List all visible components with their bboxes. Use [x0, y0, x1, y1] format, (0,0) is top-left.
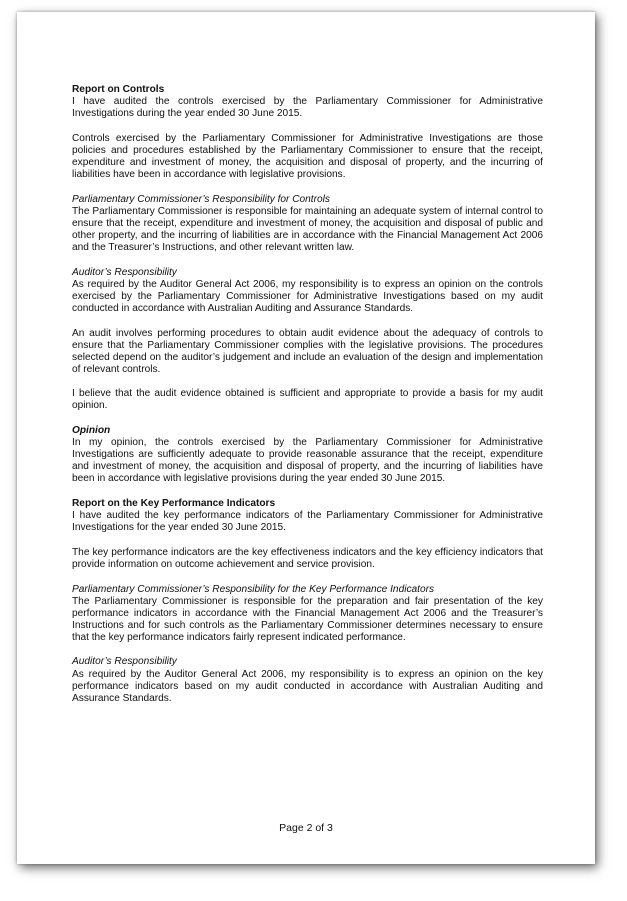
pc-responsibility-controls-heading: Parliamentary Commissioner’s Responsibility for Controls — [72, 193, 330, 205]
spacer — [72, 486, 543, 499]
kpi-paragraph-1: I have audited the key performance indicators of the Parliamentary Commissioner for Administrative Investigations for the year ended 30 June 2015. — [72, 510, 543, 534]
auditor-responsibility-heading: Auditor’s Responsibility — [72, 266, 177, 278]
spacer — [72, 181, 543, 194]
opinion-paragraph: In my opinion, the controls exercised by the Parliamentary Commissioner for Administrative Investigations are sufficiently adequate to provide reasonable assurance that the receipt, expenditure and investment of money, the acquisition and disposal of property, and the incurring of liabilities have been in accordance with legislative provisions during the year ended 30 June 2015. — [72, 437, 543, 485]
spacer — [72, 254, 543, 267]
report-controls-paragraph-2: Controls exercised by the Parliamentary Commissioner for Administrative Investigations are those policies and procedures established by the Parliamentary Commissioner to ensure that the receipt, expenditure and investment of money, the acquisition and disposal of property, and the incurring of liabilities have been in accordance with legislative provisions. — [72, 132, 543, 181]
kpi-report-heading: Report on the Key Performance Indicators — [72, 498, 276, 510]
pc-responsibility-kpi-heading: Parliamentary Commissioner’s Responsibility for the Key Performance Indicators — [72, 583, 435, 595]
auditor-responsibility-paragraph-3: I believe that the audit evidence obtained is sufficient and appropriate to provide a basis for my audit opinion. — [72, 388, 543, 412]
spacer — [72, 571, 543, 584]
spacer — [72, 644, 543, 657]
spacer — [72, 376, 543, 389]
auditor-responsibility-paragraph-2: An audit involves performing procedures to obtain audit evidence about the adequacy of controls to ensure that the Parliamentary Commissioner complies with the legislative provisions. The procedures selected depend on the auditor’s judgement and include an evaluation of the design and implementation of relevant controls. — [72, 327, 543, 375]
spacer — [72, 120, 543, 133]
auditor-responsibility-paragraph-1: As required by the Auditor General Act 2006, my responsibility is to express an opinion on the controls exercised by the Parliamentary Commissioner for Administrative Investigations based on my audit conducted in accordance with Australian Auditing and Assurance Standards. — [72, 278, 543, 314]
report-controls-paragraph-1: I have audited the controls exercised by the Parliamentary Commissioner for Administrative Investigations during the year ended 30 June 2015. — [72, 96, 543, 120]
auditor-responsibility-kpi-heading: Auditor’s Responsibility — [72, 656, 177, 668]
spacer — [72, 315, 543, 328]
page-content — [72, 84, 543, 705]
page-number: Page 2 of 3 — [279, 822, 333, 834]
spacer — [72, 413, 543, 426]
opinion-heading: Opinion — [72, 425, 111, 437]
pc-responsibility-kpi-paragraph: The Parliamentary Commissioner is responsible for the preparation and fair presentation of the key performance indicators in accordance with the Financial Management Act 2006 and the Treasurer’s Instructions and for such controls as the Parliamentary Commissioner determines necessary to ensure that the key performance indicators fairly represent indicated performance. — [72, 595, 543, 643]
kpi-paragraph-2: The key performance indicators are the key effectiveness indicators and the key efficiency indicators that provide information on outcome achievement and service provision. — [72, 546, 543, 570]
pc-responsibility-controls-paragraph: The Parliamentary Commissioner is responsible for maintaining an adequate system of internal control to ensure that the receipt, expenditure and investment of money, the acquisition and disposal of public and other property, and the incurring of liabilities are in accordance with the Financial Management Act 2006 and the Treasurer’s Instructions, and other relevant written law. — [72, 205, 543, 254]
document-page — [17, 12, 595, 864]
spacer — [72, 534, 543, 547]
auditor-responsibility-kpi-paragraph: As required by the Auditor General Act 2006, my responsibility is to express an opinion on the key performance indicators based on my audit conducted in accordance with Australian Auditing and Assurance Standards. — [72, 668, 543, 704]
report-controls-heading: Report on Controls — [72, 84, 165, 95]
